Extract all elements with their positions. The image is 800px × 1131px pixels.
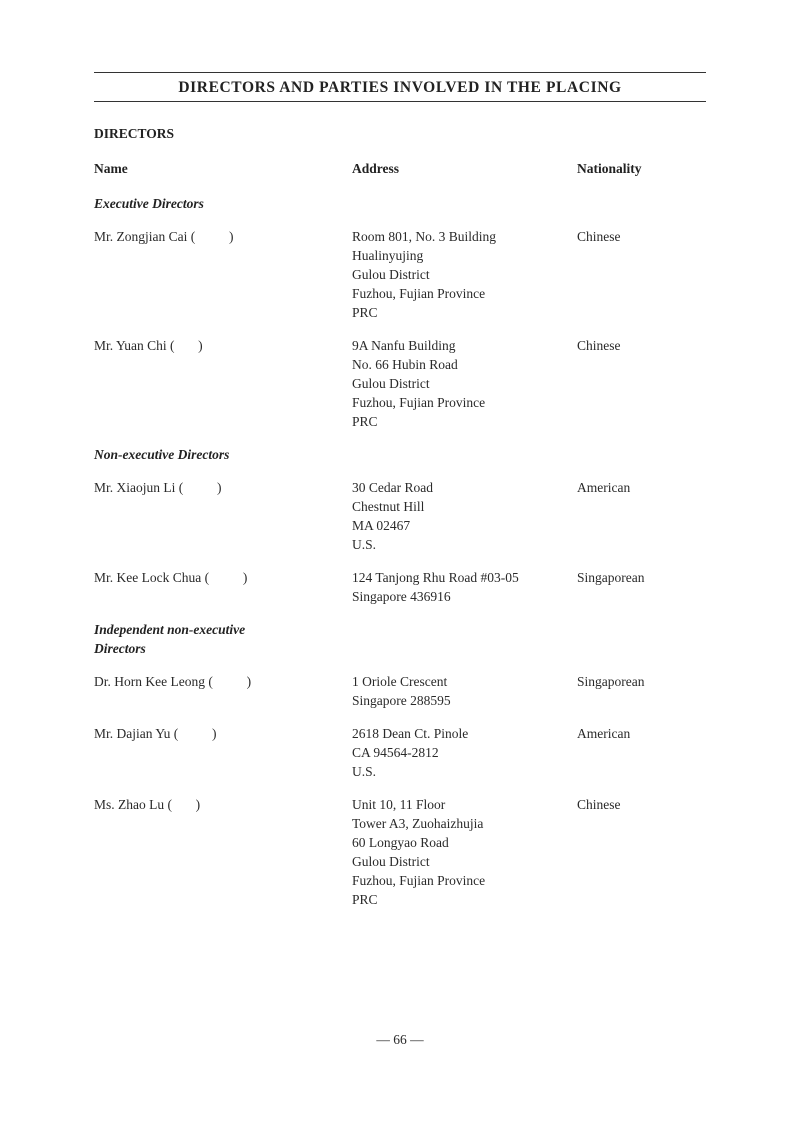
director-address <box>352 478 577 554</box>
column-header-address: Address <box>352 161 400 176</box>
address-line: 30 Cedar Road <box>352 480 433 495</box>
director-group <box>94 620 706 909</box>
director-name: Mr. Kee Lock Chua ( ) <box>94 570 248 585</box>
address-line: 1 Oriole Crescent <box>352 674 448 689</box>
director-row <box>94 227 706 322</box>
director-name: Ms. Zhao Lu ( ) <box>94 797 201 812</box>
address-line: PRC <box>352 305 378 320</box>
address-line: Gulou District <box>352 376 430 391</box>
address-line: Unit 10, 11 Floor <box>352 797 446 812</box>
director-address <box>352 336 577 431</box>
director-row <box>94 724 706 781</box>
director-name: Dr. Horn Kee Leong ( ) <box>94 674 252 689</box>
director-nationality: American <box>577 480 631 495</box>
address-line: 124 Tanjong Rhu Road #03-05 <box>352 570 519 585</box>
address-line: Fuzhou, Fujian Province <box>352 286 486 301</box>
address-line: Gulou District <box>352 854 430 869</box>
address-line: U.S. <box>352 537 377 552</box>
director-row <box>94 672 706 710</box>
address-line: Hualinyujing <box>352 248 424 263</box>
director-nationality: Chinese <box>577 338 621 353</box>
director-address <box>352 568 577 606</box>
address-line: Tower A3, Zuohaizhujia <box>352 816 484 831</box>
page-number: — 66 — <box>376 1032 424 1047</box>
director-name: Mr. Xiaojun Li ( ) <box>94 480 222 495</box>
group-title: Independent non-executive Directors <box>94 622 246 656</box>
director-row <box>94 568 706 606</box>
directors-list <box>94 194 706 923</box>
director-nationality: Chinese <box>577 229 621 244</box>
group-title: Non-executive Directors <box>94 447 230 462</box>
address-line: Fuzhou, Fujian Province <box>352 395 486 410</box>
director-name: Mr. Dajian Yu ( ) <box>94 726 217 741</box>
director-nationality: Singaporean <box>577 570 645 585</box>
address-line: U.S. <box>352 764 377 779</box>
director-address <box>352 227 577 322</box>
address-line: MA 02467 <box>352 518 411 533</box>
address-line: PRC <box>352 414 378 429</box>
address-line: Singapore 288595 <box>352 693 451 708</box>
address-line: Gulou District <box>352 267 430 282</box>
director-nationality: American <box>577 726 631 741</box>
address-line: CA 94564-2812 <box>352 745 439 760</box>
address-line: 9A Nanfu Building <box>352 338 456 353</box>
director-row <box>94 336 706 431</box>
director-nationality: Chinese <box>577 797 621 812</box>
director-address <box>352 672 577 710</box>
director-address <box>352 795 577 909</box>
director-row <box>94 478 706 554</box>
address-line: PRC <box>352 892 378 907</box>
header-bottom-rule <box>94 101 706 102</box>
address-line: Chestnut Hill <box>352 499 425 514</box>
address-line: No. 66 Hubin Road <box>352 357 458 372</box>
address-line: 60 Longyao Road <box>352 835 449 850</box>
address-line: Singapore 436916 <box>352 589 451 604</box>
address-line: 2618 Dean Ct. Pinole <box>352 726 469 741</box>
header-top-rule <box>94 72 706 73</box>
page-header-title: DIRECTORS AND PARTIES INVOLVED IN THE PLACING <box>178 79 622 96</box>
column-header-name: Name <box>94 161 128 176</box>
director-row <box>94 795 706 909</box>
director-address <box>352 724 577 781</box>
director-name: Mr. Zongjian Cai ( ) <box>94 229 234 244</box>
director-group <box>94 194 706 431</box>
director-nationality: Singaporean <box>577 674 645 689</box>
director-group <box>94 445 706 606</box>
group-title: Executive Directors <box>94 196 204 211</box>
director-name: Mr. Yuan Chi ( ) <box>94 338 203 353</box>
address-line: Fuzhou, Fujian Province <box>352 873 486 888</box>
section-title: DIRECTORS <box>94 126 175 141</box>
address-line: Room 801, No. 3 Building <box>352 229 497 244</box>
column-header-nationality: Nationality <box>577 161 642 176</box>
